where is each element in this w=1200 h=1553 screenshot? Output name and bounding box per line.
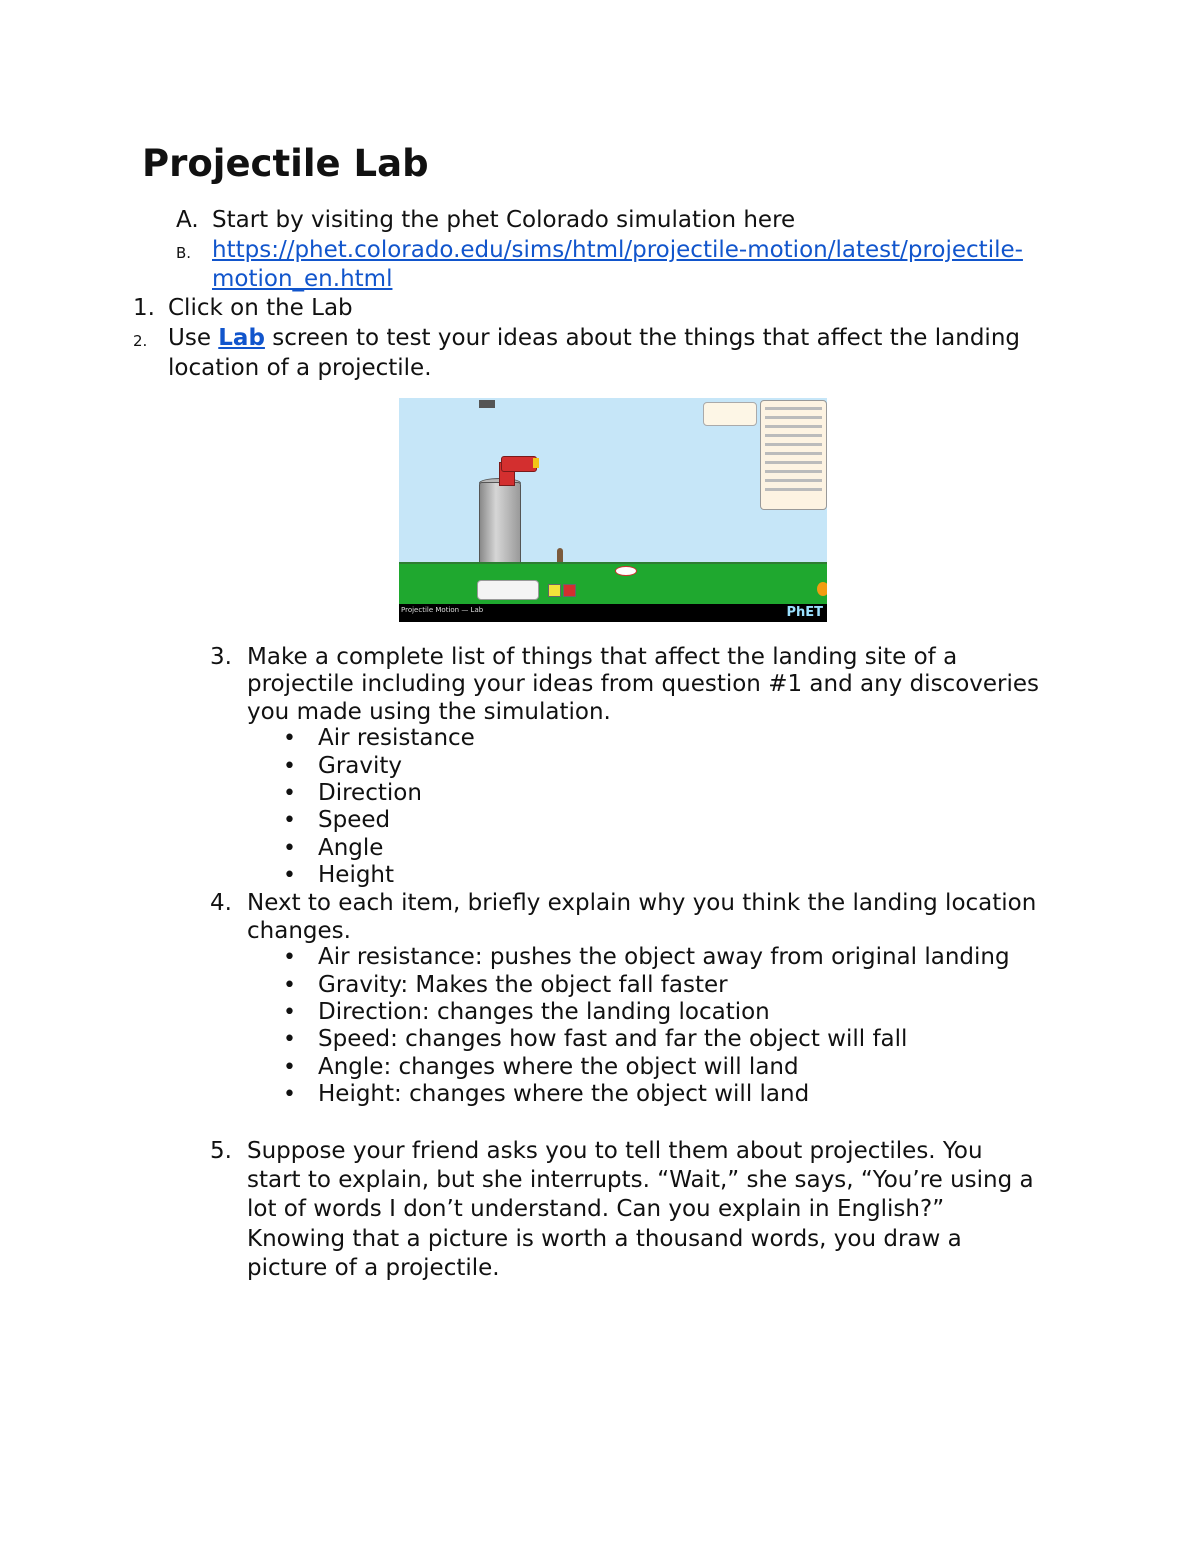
question-5-line3: lot of words I don’t understand. Can you explain in English?”: [247, 1196, 945, 1222]
bullet-icon: •: [283, 754, 296, 779]
explanation-item: Air resistance: pushes the object away from original landing: [318, 944, 1010, 970]
bullet-icon: •: [283, 973, 296, 998]
simulation-link[interactable]: https://phet.colorado.edu/sims/html/projectile-motion/latest/projectile-: [212, 237, 1023, 263]
explanation-item: Angle: changes where the object will land: [318, 1054, 799, 1080]
list-marker-b: B.: [176, 244, 192, 262]
step-1-marker: 1.: [133, 295, 155, 321]
sim-view-icons: [703, 402, 757, 426]
phet-logo: PhET: [786, 605, 823, 620]
explanation-item: Speed: changes how fast and far the object will fall: [318, 1026, 908, 1052]
bullet-icon: •: [283, 945, 296, 970]
factor-item: Air resistance: [318, 725, 475, 751]
bullet-icon: •: [283, 1027, 296, 1052]
sim-slider: [477, 580, 539, 600]
question-3-line1: Make a complete list of things that affect the landing site of a: [247, 644, 958, 670]
factor-item: Direction: [318, 780, 422, 806]
sim-stop-button: [563, 584, 576, 597]
sim-zoom-buttons: [479, 400, 495, 408]
step-2-text: [168, 323, 1020, 353]
explanation-item: Height: changes where the object will land: [318, 1081, 810, 1107]
bullet-icon: •: [283, 1000, 296, 1025]
bullet-icon: •: [283, 836, 296, 861]
factor-item: Height: [318, 862, 395, 888]
sim-footer-title: Projectile Motion — Lab: [401, 606, 484, 614]
question-4-line2: changes.: [247, 918, 351, 944]
bullet-icon: •: [283, 781, 296, 806]
question-5-marker: 5.: [210, 1138, 232, 1164]
bullet-icon: •: [283, 726, 296, 751]
sim-person: [557, 548, 563, 562]
explanation-item: Gravity: Makes the object fall faster: [318, 972, 728, 998]
question-3-line2: projectile including your ideas from question #1 and any discoveries: [247, 671, 1040, 697]
sim-erase-button: [548, 584, 561, 597]
bullet-icon: •: [283, 1082, 296, 1107]
factor-item: Angle: [318, 835, 384, 861]
sim-fire-button: [817, 582, 827, 596]
step-2-pre: Use: [168, 325, 219, 351]
step-1-text: Click on the Lab: [168, 295, 353, 321]
question-5-line2: start to explain, but she interrupts. “Wait,” she says, “You’re using a: [247, 1167, 1034, 1193]
sim-tower: [479, 482, 521, 574]
page-title: Projectile Lab: [142, 142, 429, 185]
step-2-line2: location of a projectile.: [168, 355, 432, 381]
step-2-marker: 2.: [133, 332, 148, 350]
lab-link[interactable]: Lab: [218, 325, 265, 351]
sim-control-panel: [760, 400, 827, 510]
bullet-icon: •: [283, 1055, 296, 1080]
simulation-screenshot: [399, 398, 827, 622]
bullet-icon: •: [283, 863, 296, 888]
factor-item: Gravity: [318, 753, 403, 779]
sim-target: [615, 566, 637, 576]
question-5-line1: Suppose your friend asks you to tell them about projectiles. You: [247, 1138, 983, 1164]
question-3-line3: you made using the simulation.: [247, 699, 611, 725]
list-marker-a: A.: [176, 207, 199, 233]
simulation-link-line2[interactable]: [212, 264, 392, 294]
bullet-icon: •: [283, 808, 296, 833]
explanation-item: Direction: changes the landing location: [318, 999, 770, 1025]
question-5-line4: Knowing that a picture is worth a thousand words, you draw a: [247, 1226, 962, 1252]
question-4-line1: Next to each item, briefly explain why you think the landing location: [247, 890, 1037, 916]
simulation-link-continued[interactable]: motion_en.html: [212, 266, 393, 292]
question-4-marker: 4.: [210, 890, 232, 916]
step-2-post: screen to test your ideas about the things that affect the landing: [264, 325, 1020, 351]
question-3-marker: 3.: [210, 644, 232, 670]
sim-cannon-muzzle: [533, 458, 539, 468]
sim-grass: [399, 564, 827, 604]
simulation-link-line1[interactable]: [212, 235, 1023, 265]
sim-footer-bar: [399, 604, 827, 622]
sim-cannon: [501, 456, 537, 472]
question-5-line5: picture of a projectile.: [247, 1255, 500, 1281]
intro-text-a: Start by visiting the phet Colorado simulation here: [212, 207, 796, 233]
factor-item: Speed: [318, 807, 391, 833]
